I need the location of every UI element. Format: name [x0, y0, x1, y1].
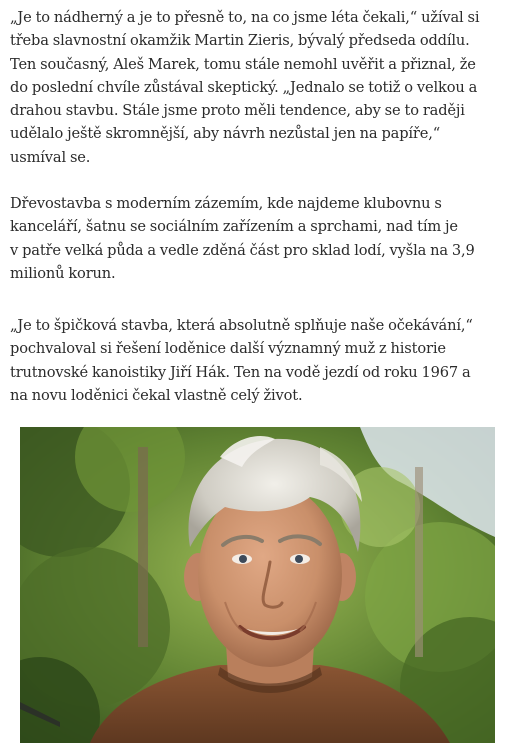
portrait-illustration: [20, 427, 495, 743]
text-line: kanceláří, šatnu se sociálním zařízením a sprchami, nad tím je: [10, 218, 458, 236]
text-line: „Je to nádherný a je to přesně to, na co jsme léta čekali,“ užíval si: [10, 9, 480, 26]
text-line: Ten současný, Aleš Marek, tomu stále nemohl uvěřit a přiznal, že: [10, 55, 476, 73]
portrait-photo: [20, 427, 495, 743]
text-line: drahou stavbu. Stále jsme proto měli tendence, aby se to raději: [10, 102, 465, 120]
text-line: v patře velká půda a vedle zděná část pro sklad lodí, vyšla na 3,9: [10, 241, 475, 259]
text-line: na novu loděnici čekal vlastně celý život.: [10, 386, 303, 404]
text-line: Dřevostavba s moderním zázemím, kde najdeme klubovnu s: [10, 195, 442, 212]
text-line: trutnovské kanoistiky Jiří Hák. Ten na vodě jezdí od roku 1967 a: [10, 363, 471, 381]
paragraph-2: [10, 192, 475, 285]
text-line: třeba slavnostní okamžik Martin Zieris, bývalý předseda oddílu.: [10, 32, 470, 50]
text-line: pochvaloval si řešení loděnice další významný muž z historie: [10, 340, 446, 358]
text-line: usmíval se.: [10, 148, 91, 166]
text-line: milionů korun.: [10, 264, 116, 282]
paragraph-3: [10, 314, 473, 407]
paragraph-1: [10, 6, 479, 169]
text-line: „Je to špičková stavba, která absolutně splňuje naše očekávání,“: [10, 317, 473, 334]
text-line: udělalo ještě skromnější, aby návrh nezůstal jen na papíře,“: [10, 125, 441, 143]
text-line: do poslední chvíle zůstával skeptický. „Jednalo se totiž o velkou a: [10, 78, 478, 96]
